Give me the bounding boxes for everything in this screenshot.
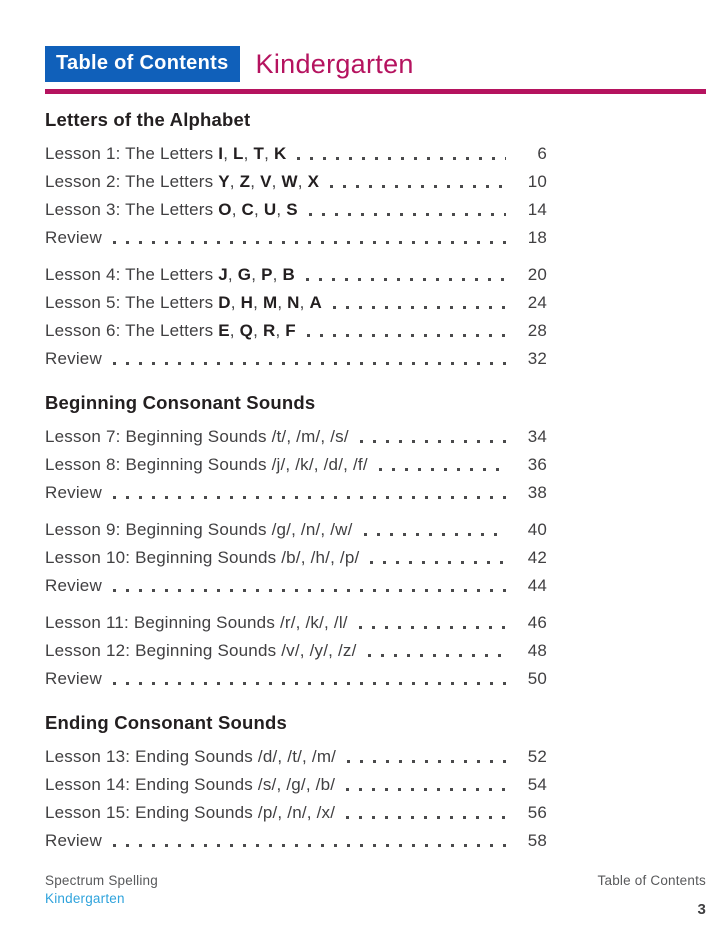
- entry-page-number: 40: [527, 520, 547, 539]
- lesson-prefix: Lesson 1: The Letters: [45, 144, 219, 163]
- entry-page-number: 32: [527, 349, 547, 368]
- footer-grade-label: Kindergarten: [45, 891, 125, 906]
- dot-leader: [113, 589, 506, 592]
- toc-row: [45, 196, 547, 224]
- lesson-letter: A: [309, 293, 322, 312]
- entry-page-number: 56: [527, 803, 547, 822]
- toc-row: [45, 168, 547, 196]
- entry-page-number: 34: [527, 427, 547, 446]
- entry-page-number: 42: [527, 548, 547, 567]
- letter-separator: ,: [250, 172, 261, 191]
- footer-section-label: Table of Contents: [597, 873, 706, 888]
- letter-separator: ,: [231, 200, 242, 219]
- entry-page-number: 50: [527, 669, 547, 688]
- dot-leader: [368, 654, 506, 657]
- dot-leader: [113, 496, 506, 499]
- lesson-letter: B: [282, 265, 295, 284]
- entry-page-number: 10: [527, 172, 547, 191]
- entry-page-number: 44: [527, 576, 547, 595]
- lesson-group: [45, 423, 547, 507]
- entry-page-number: 58: [527, 831, 547, 850]
- toc-entry-label: Lesson 10: Beginning Sounds /b/, /h/, /p/: [45, 548, 360, 567]
- letter-separator: ,: [253, 321, 263, 340]
- dot-leader: [333, 306, 506, 309]
- lesson-group: [45, 516, 547, 600]
- toc-row: [45, 637, 547, 665]
- section-heading: Beginning Consonant Sounds: [45, 392, 316, 413]
- toc-entry-label: [45, 317, 296, 345]
- toc-badge: Table of Contents: [45, 46, 240, 82]
- section-heading: Letters of the Alphabet: [45, 109, 251, 130]
- letter-separator: ,: [229, 172, 240, 191]
- toc-row: [45, 799, 547, 827]
- lesson-group: [45, 261, 547, 373]
- letter-separator: ,: [275, 321, 286, 340]
- lesson-group: [45, 140, 547, 252]
- toc-section: [45, 109, 547, 373]
- entry-page-number: 28: [527, 321, 547, 340]
- page-header: [45, 46, 706, 82]
- toc-row: [45, 423, 547, 451]
- toc-row: [45, 827, 547, 855]
- dot-leader: [330, 185, 506, 188]
- letter-separator: ,: [254, 200, 264, 219]
- entry-page-number: 38: [527, 483, 547, 502]
- toc-entry-label: [45, 140, 286, 168]
- toc-row: [45, 451, 547, 479]
- lesson-letter: Q: [239, 321, 254, 340]
- lesson-letter: U: [263, 200, 277, 219]
- lesson-letter: I: [218, 144, 224, 163]
- lesson-group: [45, 743, 547, 855]
- entry-page-number: 46: [527, 613, 547, 632]
- toc-entry-label: Lesson 12: Beginning Sounds /v/, /y/, /z/: [45, 641, 357, 660]
- dot-leader: [346, 788, 506, 791]
- toc-entry-label: Lesson 13: Ending Sounds /d/, /t/, /m/: [45, 747, 337, 766]
- dot-leader: [359, 626, 506, 629]
- toc-entry-label: [45, 168, 319, 196]
- entry-page-number: 20: [527, 265, 547, 284]
- page-footer: [45, 873, 706, 918]
- toc-row: [45, 261, 547, 289]
- lesson-prefix: Lesson 4: The Letters: [45, 265, 219, 284]
- lesson-letter: D: [218, 293, 231, 312]
- toc-entry-label: Lesson 9: Beginning Sounds /g/, /n/, /w/: [45, 520, 353, 539]
- lesson-letter: W: [281, 172, 298, 191]
- lesson-letter: J: [218, 265, 228, 284]
- dot-leader: [113, 844, 506, 847]
- lesson-letter: N: [287, 293, 300, 312]
- letter-separator: ,: [230, 293, 241, 312]
- letter-separator: ,: [272, 265, 283, 284]
- dot-leader: [113, 362, 506, 365]
- lesson-letter: M: [262, 293, 278, 312]
- toc-section: [45, 712, 547, 855]
- toc-row: [45, 572, 547, 600]
- dot-leader: [370, 561, 506, 564]
- dot-leader: [307, 334, 506, 337]
- table-of-contents: [45, 109, 547, 855]
- lesson-group: [45, 609, 547, 693]
- lesson-letter: L: [233, 144, 244, 163]
- toc-row: [45, 224, 547, 252]
- section-heading: Ending Consonant Sounds: [45, 712, 287, 733]
- toc-row: [45, 479, 547, 507]
- lesson-letter: C: [241, 200, 255, 219]
- toc-row: [45, 345, 547, 373]
- letter-separator: ,: [251, 265, 262, 284]
- letter-separator: ,: [276, 200, 287, 219]
- dot-leader: [364, 533, 506, 536]
- toc-entry-label: Review: [45, 228, 102, 247]
- toc-entry-label: Review: [45, 483, 102, 502]
- lesson-letter: E: [218, 321, 230, 340]
- toc-row: [45, 743, 547, 771]
- lesson-letter: F: [285, 321, 296, 340]
- page-number: 3: [697, 901, 706, 918]
- letter-separator: ,: [299, 293, 310, 312]
- entry-page-number: 14: [527, 200, 547, 219]
- toc-entry-label: Lesson 14: Ending Sounds /s/, /g/, /b/: [45, 775, 336, 794]
- dot-leader: [113, 241, 506, 244]
- lesson-prefix: Lesson 3: The Letters: [45, 200, 219, 219]
- toc-section: [45, 392, 547, 693]
- lesson-letter: H: [240, 293, 254, 312]
- dot-leader: [347, 760, 506, 763]
- toc-entry-label: Lesson 7: Beginning Sounds /t/, /m/, /s/: [45, 427, 349, 446]
- toc-row: [45, 317, 547, 345]
- toc-entry-label: [45, 261, 295, 289]
- letter-separator: ,: [243, 144, 254, 163]
- footer-series-title: Spectrum Spelling: [45, 873, 158, 888]
- toc-entry-label: [45, 289, 322, 317]
- lesson-prefix: Lesson 2: The Letters: [45, 172, 219, 191]
- dot-leader: [306, 278, 506, 281]
- toc-entry-label: Review: [45, 669, 102, 688]
- lesson-letter: S: [286, 200, 298, 219]
- entry-page-number: 6: [537, 144, 547, 163]
- footer-right: [598, 873, 706, 918]
- dot-leader: [309, 213, 506, 216]
- toc-entry-label: [45, 196, 298, 224]
- entry-page-number: 18: [527, 228, 547, 247]
- dot-leader: [346, 816, 506, 819]
- lesson-letter: K: [273, 144, 287, 163]
- lesson-letter: P: [261, 265, 273, 284]
- toc-entry-label: Review: [45, 576, 102, 595]
- letter-separator: ,: [297, 172, 308, 191]
- letter-separator: ,: [227, 265, 238, 284]
- dot-leader: [379, 468, 506, 471]
- lesson-letter: O: [218, 200, 232, 219]
- dot-leader: [297, 157, 506, 160]
- letter-separator: ,: [271, 172, 282, 191]
- entry-page-number: 54: [527, 775, 547, 794]
- lesson-letter: G: [237, 265, 252, 284]
- toc-entry-label: Review: [45, 349, 102, 368]
- dot-leader: [113, 682, 506, 685]
- toc-row: [45, 771, 547, 799]
- letter-separator: ,: [264, 144, 274, 163]
- toc-row: [45, 289, 547, 317]
- grade-title: Kindergarten: [255, 48, 414, 79]
- letter-separator: ,: [229, 321, 240, 340]
- entry-page-number: 36: [527, 455, 547, 474]
- footer-left: [45, 873, 158, 906]
- page-content: [45, 46, 706, 855]
- toc-row: [45, 609, 547, 637]
- letter-separator: ,: [223, 144, 234, 163]
- lesson-prefix: Lesson 6: The Letters: [45, 321, 219, 340]
- lesson-letter: T: [253, 144, 265, 163]
- lesson-letter: X: [307, 172, 320, 191]
- lesson-letter: Y: [218, 172, 230, 191]
- toc-row: [45, 665, 547, 693]
- letter-separator: ,: [277, 293, 288, 312]
- toc-entry-label: Review: [45, 831, 102, 850]
- dot-leader: [360, 440, 506, 443]
- toc-entry-label: Lesson 8: Beginning Sounds /j/, /k/, /d/, /f/: [45, 455, 368, 474]
- letter-separator: ,: [253, 293, 263, 312]
- entry-page-number: 52: [527, 747, 547, 766]
- entry-page-number: 24: [527, 293, 547, 312]
- lesson-letter: V: [260, 172, 272, 191]
- header-rule: [45, 89, 706, 94]
- lesson-prefix: Lesson 5: The Letters: [45, 293, 219, 312]
- toc-row: [45, 544, 547, 572]
- toc-entry-label: Lesson 11: Beginning Sounds /r/, /k/, /l/: [45, 613, 348, 632]
- toc-row: [45, 516, 547, 544]
- toc-row: [45, 140, 547, 168]
- lesson-letter: R: [262, 321, 276, 340]
- entry-page-number: 48: [527, 641, 547, 660]
- toc-entry-label: Lesson 15: Ending Sounds /p/, /n/, /x/: [45, 803, 336, 822]
- lesson-letter: Z: [239, 172, 251, 191]
